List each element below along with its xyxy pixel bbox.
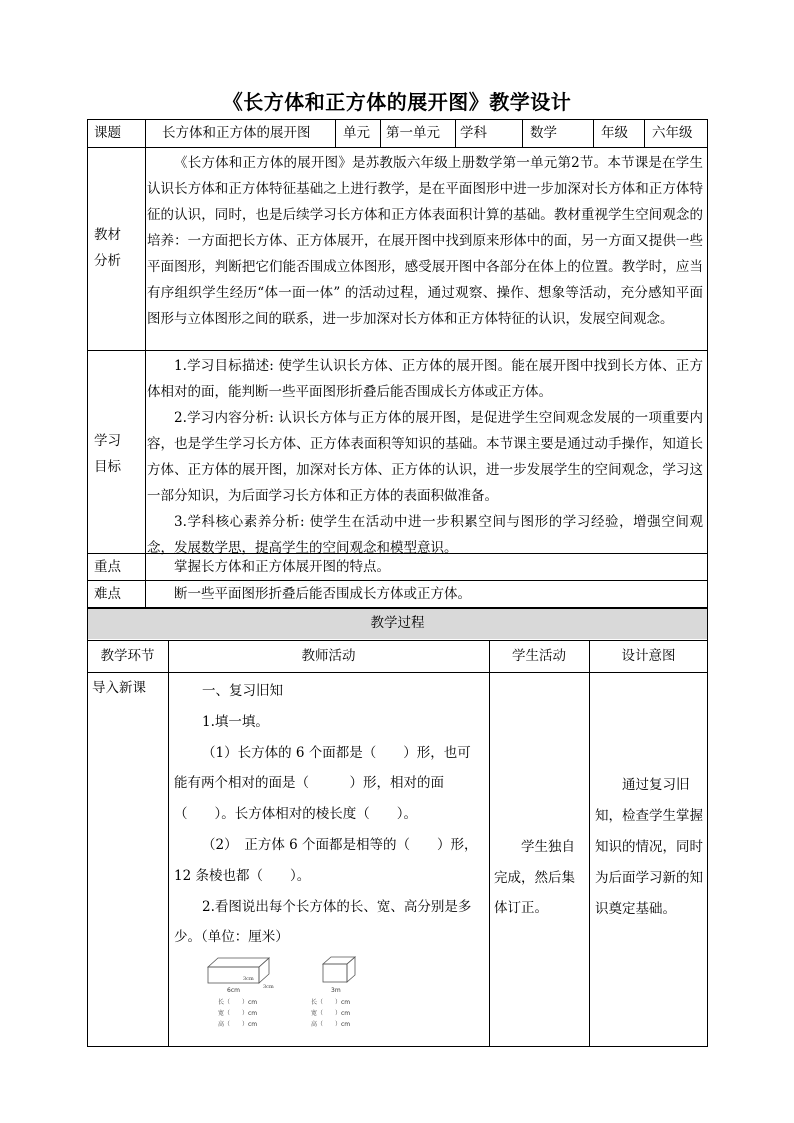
unit-label: 单元 [343,125,370,141]
fig1-bottom-label: 6cm [227,987,240,994]
student-activity: 学生独自完成，然后集体订正。 [494,839,575,916]
goal-content-analysis: 2.学习内容分析: 认识长方体与正方体的展开图，是促进学生空间观念发展的一项重要内容，也是学生学习长方体、正方体表面积等知识的基础。本节课主要是通过动手操作，知道长方体、正方体的展开图，加深对长方体、正方体的认识，进一步发展学生的空间观念，学习这一部分知识，为后面学习长方体和正方体的表面积做准备。 [147,410,703,504]
fig2-answer-rows: 长（ ）cm 宽（ ）cm 高（ ）cm [311,999,351,1028]
goals-text [147,353,703,561]
col-stage: 教学环节 [100,648,155,664]
difficulty-label: 难点 [94,586,121,602]
cuboid-figure-1 [205,955,285,989]
process-banner: 教学过程 [370,615,425,631]
fig1-answer-rows: 长（ ）cm 宽（ ）cm 高（ ）cm [218,999,258,1028]
goal-core-literacy: 3.学科核心素养分析: 使学生在活动中进一步积累空间与图形的学习经验，增强空间观念，发展数学思，提高学生的空间观念和模型意识。 [147,514,703,556]
analysis-text: 《长方体和正方体的展开图》是苏教版六年级上册数学第一单元第2节。本节课是在学生认识长方体和正方体特征基础之上进行教学，是在平面图形中进一步加深对长方体和正方体特征的认识，同时，也是后续学习长方体和正方体表面积计算的基础。教材重视学生空间观念的培养：一方面把长方体、正方体展开，在展开图中找到原来形体中的面，另一方面又提供一些平面图形，判断把它们能否围成立体图形，感受展开图中各部分在体上的位置。教学时，应当有序组织学生经历“体一面一体” 的活动过程，通过观察、操作、想象等活动，充分感知平面图形与立体图形之间的联系，进一步加深对长方体和正方体特征的认识，发展空间观念。 [147,155,703,327]
col-intent: 设计意图 [621,648,676,664]
design-intent: 通过复习旧知，检查学生掌握知识的情况，同时为后面学习新的知识奠定基础。 [595,777,703,917]
fig2-bottom-label: 3m [331,987,341,994]
analysis-label: 教材 分析 [94,227,121,269]
goal-description: 1.学习目标描述: 使学生认识长方体、正方体的展开图。能在展开图中找到长方体、正方体相对的面，能判断一些平面图形折叠后能否围成长方体或正方体。 [147,358,703,400]
unit-value: 第一单元 [386,125,440,141]
topic-value: 长方体和正方体的展开图 [162,125,311,141]
subject-label: 学科 [460,125,487,141]
fig1-top-label: 3cm [243,976,254,982]
stage-intro: 导入新课 [92,680,146,696]
col-teacher: 教师活动 [301,648,356,664]
col-student: 学生活动 [512,648,566,664]
subject-value: 数学 [530,125,557,141]
document-title: 《长方体和正方体的展开图》教学设计 [222,90,572,114]
fig1-side-label: 3cm [263,984,274,989]
goals-label: 学习 目标 [94,433,121,475]
topic-label: 课题 [94,125,121,141]
cube-figure-2 [320,955,360,985]
grade-value: 六年级 [652,125,693,141]
grade-label: 年级 [601,125,628,141]
difficulty-text: 断一些平面图形折叠后能否围成长方体或正方体。 [174,586,471,602]
key-point-label: 重点 [94,559,121,575]
key-point-text: 掌握长方体和正方体展开图的特点。 [174,559,390,575]
teacher-activity: 一、复习旧知 1.填一填。 （1）长方体的 6 个面都是（ ）形，也可 能有两个相对的面是（ ）形，相对的面 （ ）。长方体相对的棱长度（ ）。 （2） 正方体 6 个面都是相等的（ ）形， 12 条棱也都（ ）。 2.看图说出每个长方体的长、宽、高分别是多 少。（单位：厘米） [174,683,478,946]
